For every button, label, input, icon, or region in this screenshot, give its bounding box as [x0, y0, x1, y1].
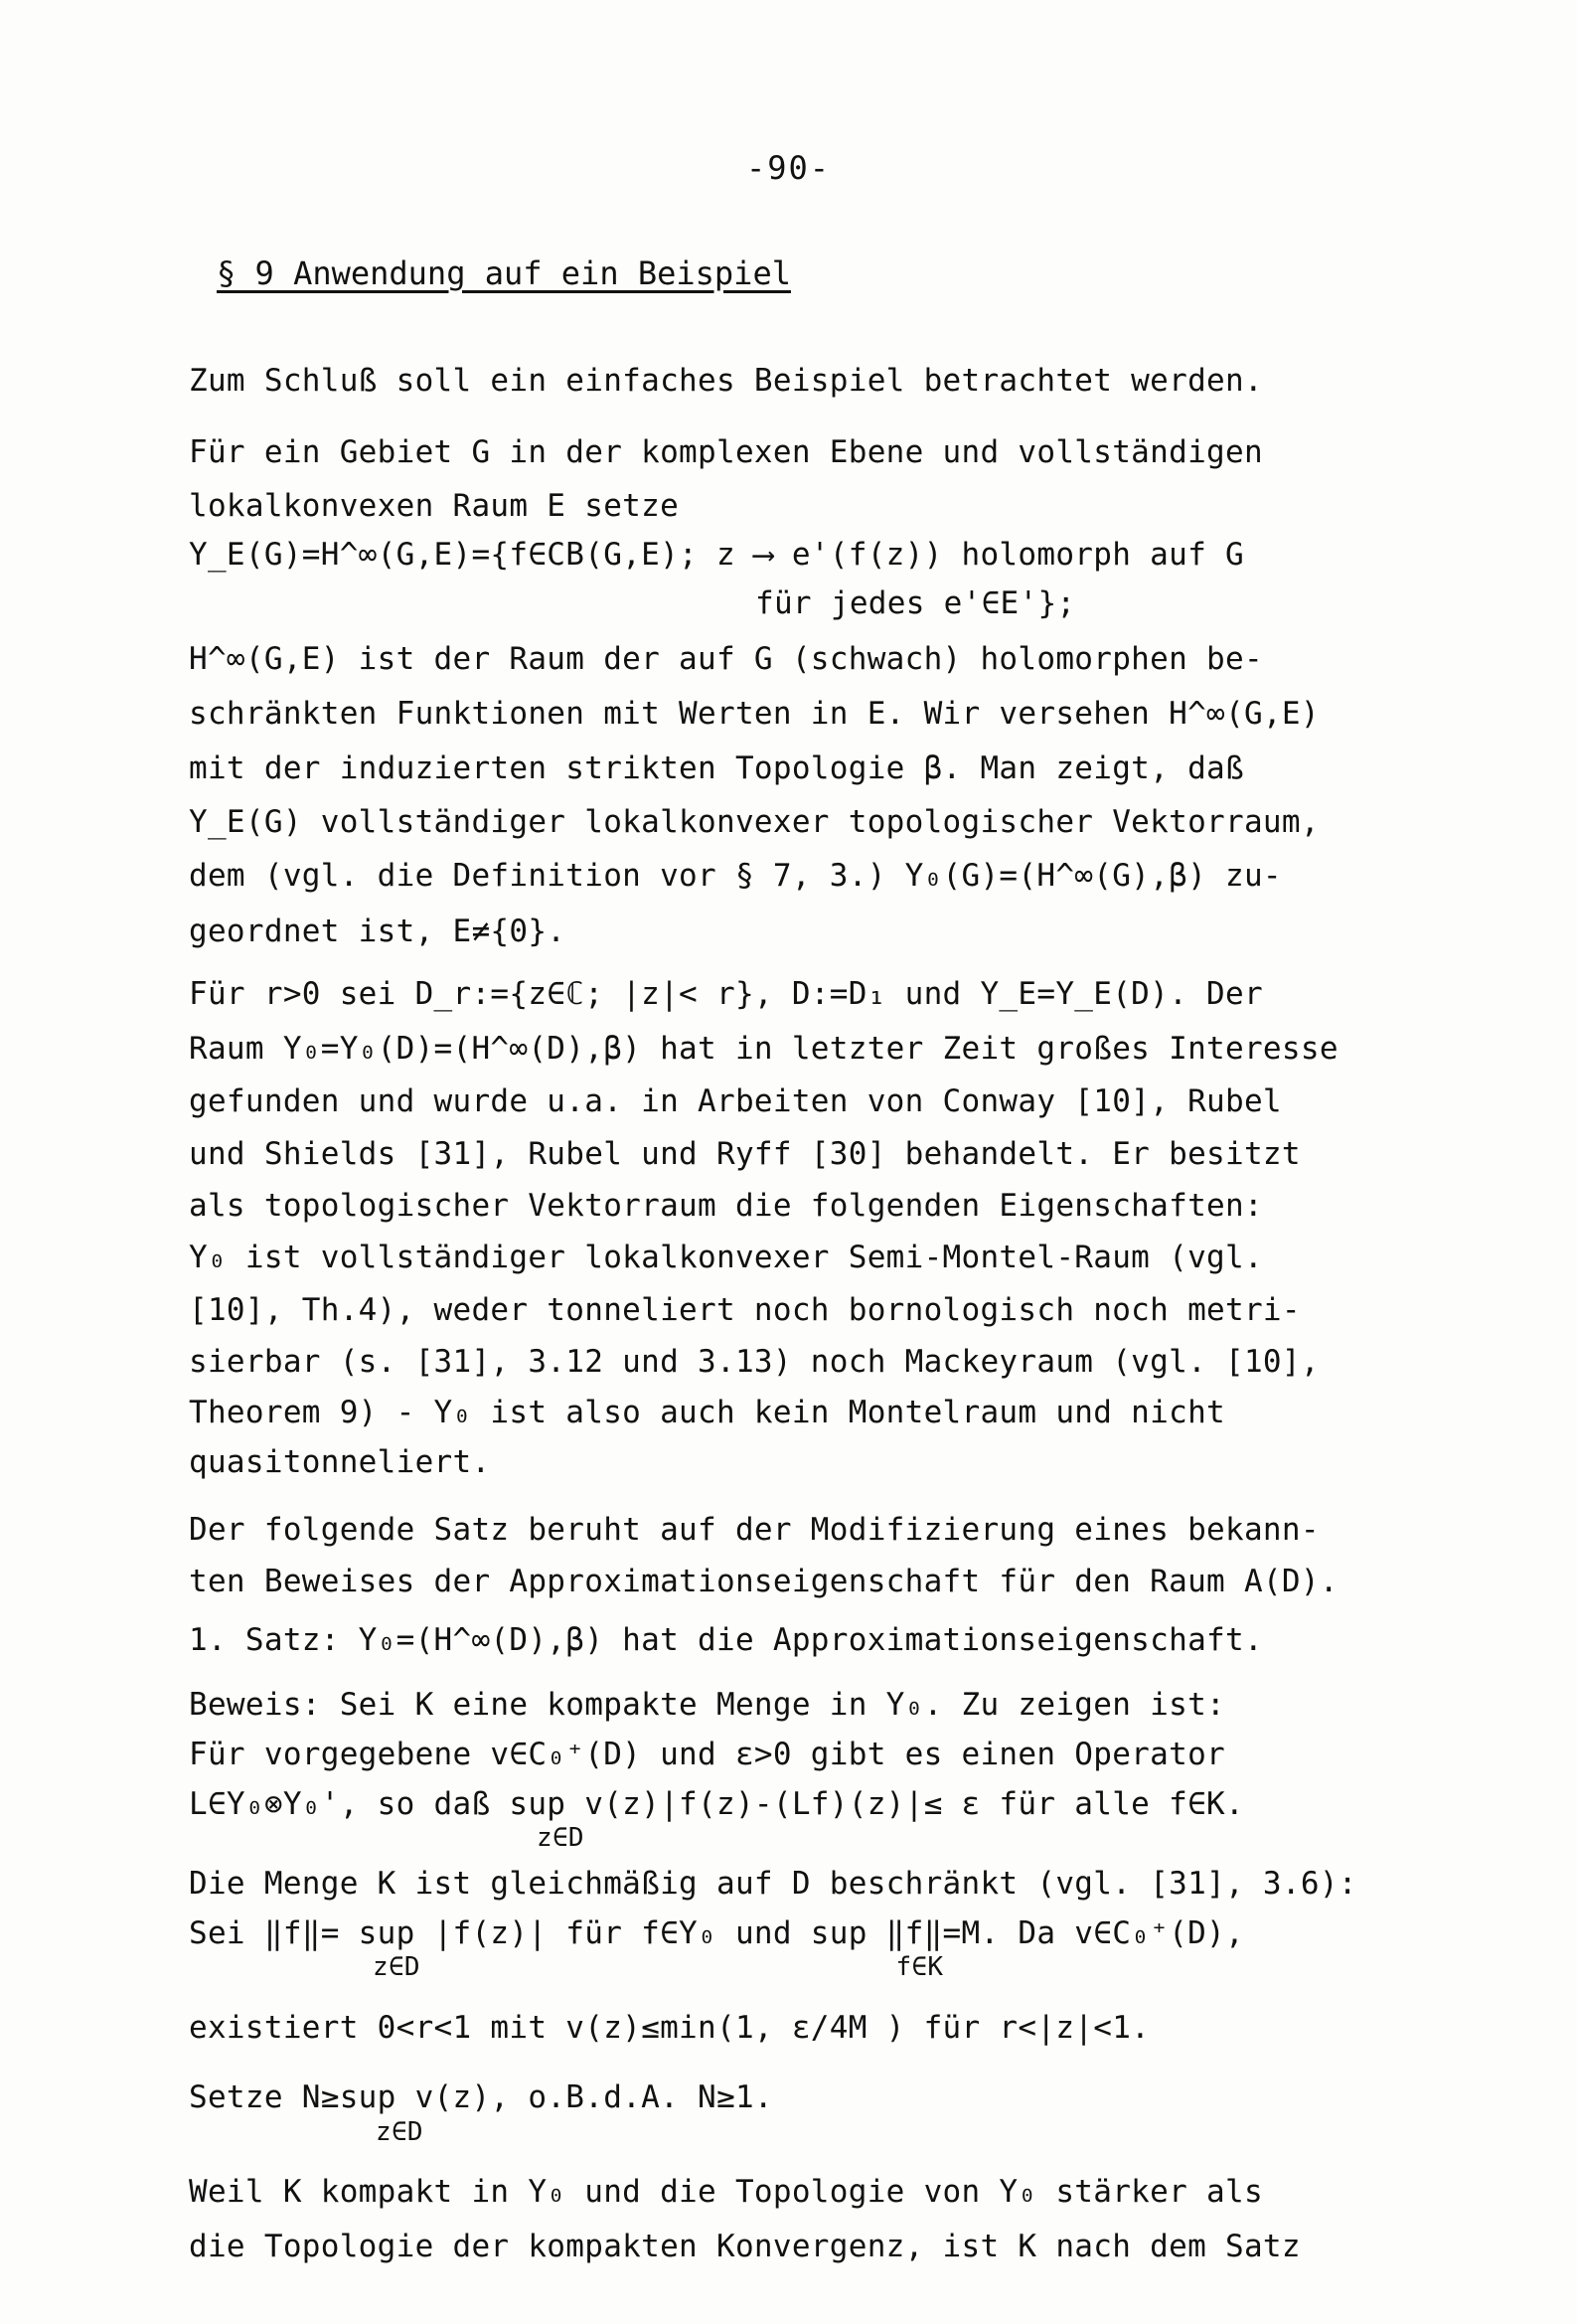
- text-line: die Topologie der kompakten Konvergenz, ist K nach dem Satz: [189, 2229, 1301, 2264]
- subscript-line: z∈D: [537, 1823, 584, 1853]
- formula-line: Sei ‖f‖= sup |f(z)| für f∈Y₀ und sup ‖f‖=M. Da v∈C₀⁺(D),: [189, 1915, 1244, 1951]
- text-line: Beweis: Sei K eine kompakte Menge in Y₀. Zu zeigen ist:: [189, 1687, 1225, 1723]
- page-number: -90-: [745, 149, 832, 187]
- text-line: Y₀ ist vollständiger lokalkonvexer Semi-Montel-Raum (vgl.: [189, 1240, 1263, 1275]
- text-line: lokalkonvexen Raum E setze: [189, 488, 680, 524]
- text-line: Für vorgegebene v∈C₀⁺(D) und ε>0 gibt es einen Operator: [189, 1737, 1225, 1772]
- formula-line: existiert 0<r<1 mit v(z)≤min(1, ε/4M ) für r<|z|<1.: [189, 2010, 1151, 2046]
- text-line: mit der induzierten strikten Topologie β. Man zeigt, daß: [189, 750, 1244, 786]
- formula-line: für jedes e'∈E'};: [755, 585, 1076, 621]
- text-line: Weil K kompakt in Y₀ und die Topologie von Y₀ stärker als: [189, 2174, 1263, 2210]
- text-line: ten Beweises der Approximationseigenschaft für den Raum A(D).: [189, 1564, 1339, 1599]
- text-line: Für ein Gebiet G in der komplexen Ebene und vollständigen: [189, 434, 1263, 470]
- text-line: Die Menge K ist gleichmäßig auf D beschränkt (vgl. [31], 3.6):: [189, 1866, 1357, 1902]
- text-line: geordnet ist, E≠{0}.: [189, 913, 566, 949]
- text-line: Zum Schluß soll ein einfaches Beispiel betrachtet werden.: [189, 363, 1263, 399]
- text-line: [10], Th.4), weder tonneliert noch bornologisch noch metri-: [189, 1292, 1301, 1328]
- subscript-line: z∈D f∈K: [373, 1952, 944, 1982]
- theorem-line: 1. Satz: Y₀=(H^∞(D),β) hat die Approximationseigenschaft.: [189, 1622, 1263, 1658]
- text-line: und Shields [31], Rubel und Ryff [30] behandelt. Er besitzt: [189, 1136, 1301, 1172]
- text-line: schränkten Funktionen mit Werten in E. Wir versehen H^∞(G,E): [189, 696, 1320, 732]
- text-line: als topologischer Vektorraum die folgenden Eigenschaften:: [189, 1188, 1263, 1224]
- text-line: Für r>0 sei D_r:={z∈ℂ; |z|< r}, D:=D₁ und Y_E=Y_E(D). Der: [189, 976, 1263, 1012]
- formula-line: Y_E(G)=H^∞(G,E)={f∈CB(G,E); z ⟶ e'(f(z)) holomorph auf G: [189, 537, 1244, 573]
- text-line: sierbar (s. [31], 3.12 und 3.13) noch Mackeyraum (vgl. [10],: [189, 1344, 1320, 1380]
- subscript-line: z∈D: [376, 2117, 423, 2147]
- text-line: Theorem 9) - Y₀ ist also auch kein Montelraum und nicht: [189, 1395, 1225, 1430]
- text-line: gefunden und wurde u.a. in Arbeiten von Conway [10], Rubel: [189, 1083, 1282, 1119]
- text-line: Raum Y₀=Y₀(D)=(H^∞(D),β) hat in letzter Zeit großes Interesse: [189, 1031, 1339, 1067]
- formula-line: L∈Y₀⊗Y₀', so daß sup v(z)|f(z)-(Lf)(z)|≤ ε für alle f∈K.: [189, 1786, 1244, 1822]
- text-line: Der folgende Satz beruht auf der Modifizierung eines bekann-: [189, 1512, 1320, 1548]
- text-line: H^∞(G,E) ist der Raum der auf G (schwach) holomorphen be-: [189, 641, 1263, 677]
- text-line: quasitonneliert.: [189, 1444, 491, 1480]
- text-line: dem (vgl. die Definition vor § 7, 3.) Y₀(G)=(H^∞(G),β) zu-: [189, 858, 1282, 894]
- formula-line: Setze N≥sup v(z), o.B.d.A. N≥1.: [189, 2079, 773, 2115]
- section-heading: § 9 Anwendung auf ein Beispiel: [217, 254, 791, 292]
- text-line: Y_E(G) vollständiger lokalkonvexer topologischer Vektorraum,: [189, 804, 1320, 840]
